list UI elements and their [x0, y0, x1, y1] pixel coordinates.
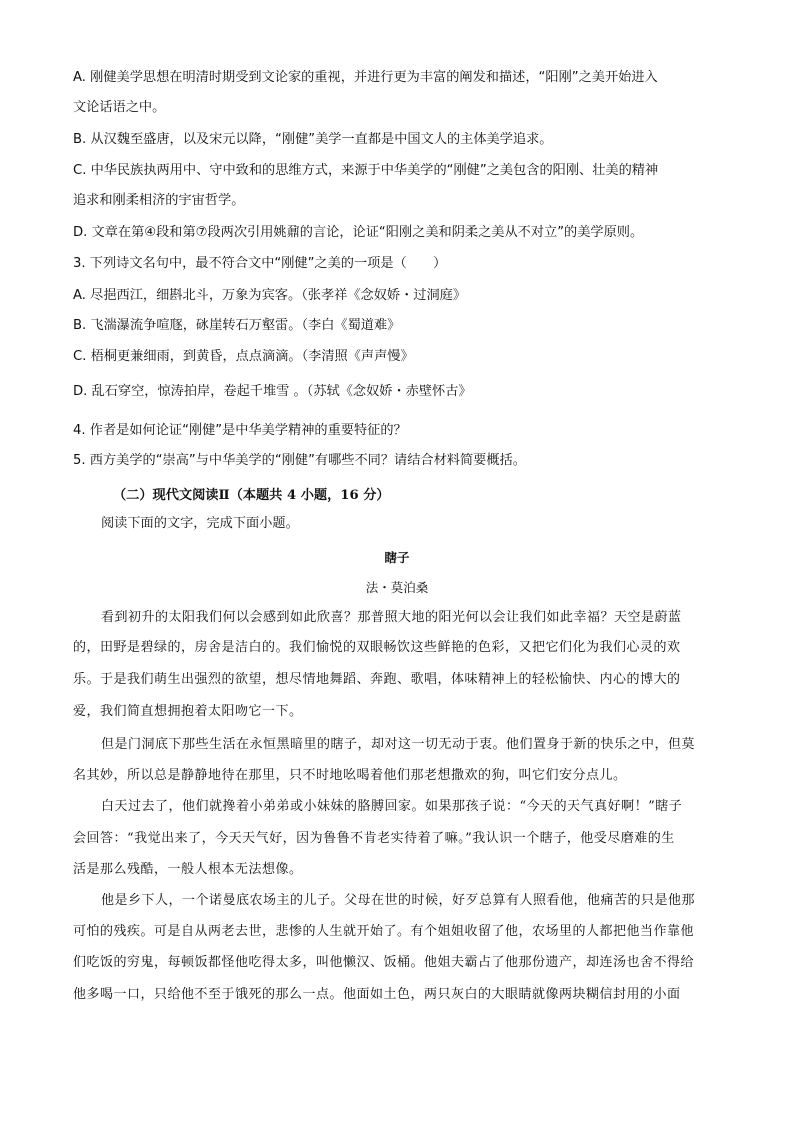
- option-a-line-1: A. 刚健美学思想在明清时期受到文论家的重视，并进行更为丰富的阐发和描述，“阳刚”之美开始进入: [73, 70, 658, 85]
- story-line: 但是门洞底下那些生活在永恒黑暗里的瞎子，却对这一切无动于衷。他们置身于新的快乐之中，但莫: [101, 737, 696, 752]
- option-a-line-2: 文论话语之中。: [73, 100, 166, 115]
- option-d: D. 文章在第④段和第⑦段两次引用姚鼐的言论，论证“阳刚之美和阴柔之美从不对立”的美学原则。: [73, 225, 644, 240]
- story-line: 他是乡下人，一个诺曼底农场主的儿子。父母在世的时候，好歹总算有人照看他，他痛苦的只是他那: [101, 893, 696, 908]
- option-c-line-1: C. 中华民族执两用中、守中致和的思维方式，来源于中华美学的“刚健”之美包含的阳刚、壮美的精神: [73, 163, 659, 178]
- question-5: 5. 西方美学的“崇高”与中华美学的“刚健”有哪些不同？请结合材料简要概括。: [73, 453, 526, 468]
- story-line: 活是那么残酷，一般人根本无法想像。: [73, 862, 303, 877]
- option-c-line-2: 追求和刚柔相济的宇宙哲学。: [73, 193, 245, 208]
- story-line: 白天过去了，他们就搀着小弟弟或小妹妹的胳膊回家。如果那孩子说：“今天的天气真好啊！”瞎子: [101, 799, 683, 814]
- section-heading: （二）现代文阅读Ⅱ（本题共 4 小题，16 分）: [113, 488, 390, 503]
- question-3-option-b: B. 飞湍瀑流争喧豗，砯崖转石万壑雷。（李白《蜀道难》: [73, 318, 401, 333]
- story-line: 乐。于是我们萌生出强烈的欲望，想尽情地舞蹈、奔跑、歌唱，体味精神上的轻松愉快、内心的博大的: [73, 672, 681, 687]
- option-b: B. 从汉魏至盛唐，以及宋元以降，“刚健”美学一直都是中国文人的主体美学追求。: [73, 132, 553, 147]
- story-line: 看到初升的太阳我们何以会感到如此欣喜？那普照大地的阳光何以会让我们如此幸福？天空是蔚蓝: [101, 610, 682, 625]
- story-line: 他多喝一口，只给他不至于饿死的那么一点。他面如土色，两只灰白的大眼睛就像两块糊信封用的小面: [73, 987, 681, 1002]
- story-author: 法・莫泊桑: [365, 580, 429, 595]
- question-3-option-a: A. 尽挹西江，细斟北斗，万象为宾客。（张孝祥《念奴娇・过洞庭》: [73, 288, 467, 303]
- story-line: 会回答：“我觉出来了，今天天气好，因为鲁鲁不肯老实待着了嘛。”我认识一个瞎子，他受尽磨难的生: [73, 831, 675, 846]
- story-line: 可怕的残疾。可是自从两老去世，悲惨的人生就开始了。有个姐姐收留了他，农场里的人都把他当作靠他: [73, 924, 695, 939]
- story-line: 们吃饭的穷鬼，每顿饭都怪他吃得太多，叫他懒汉、饭桶。他姐夫霸占了他那份遗产，却连汤也舍不得给: [73, 955, 695, 970]
- story-line: 名其妙，所以总是静静地待在那里，只不时地吆喝着他们那老想撒欢的狗，叫它们安分点儿。: [73, 768, 627, 783]
- story-title: 瞎子: [384, 550, 410, 565]
- question-3-option-d: D. 乱石穿空，惊涛拍岸，卷起千堆雪 。（苏轼《念奴娇・赤壁怀古》: [73, 384, 472, 399]
- question-3-option-c: C. 梧桐更兼细雨，到黄昏，点点滴滴。（李清照《声声慢》: [73, 349, 414, 364]
- question-3-stem: 3. 下列诗文名句中，最不符合文中“刚健”之美的一项是（ ）: [73, 256, 447, 271]
- section-instruction: 阅读下面的文字，完成下面小题。: [101, 516, 299, 531]
- story-line: 的，田野是碧绿的，房舍是洁白的。我们愉悦的双眼畅饮这些鲜艳的色彩，又把它们化为我们心灵的欢: [73, 640, 681, 655]
- question-4: 4. 作者是如何论证“刚健”是中华美学精神的重要特征的？: [73, 423, 407, 438]
- story-line: 爱，我们简直想拥抱着太阳吻它一下。: [73, 704, 303, 719]
